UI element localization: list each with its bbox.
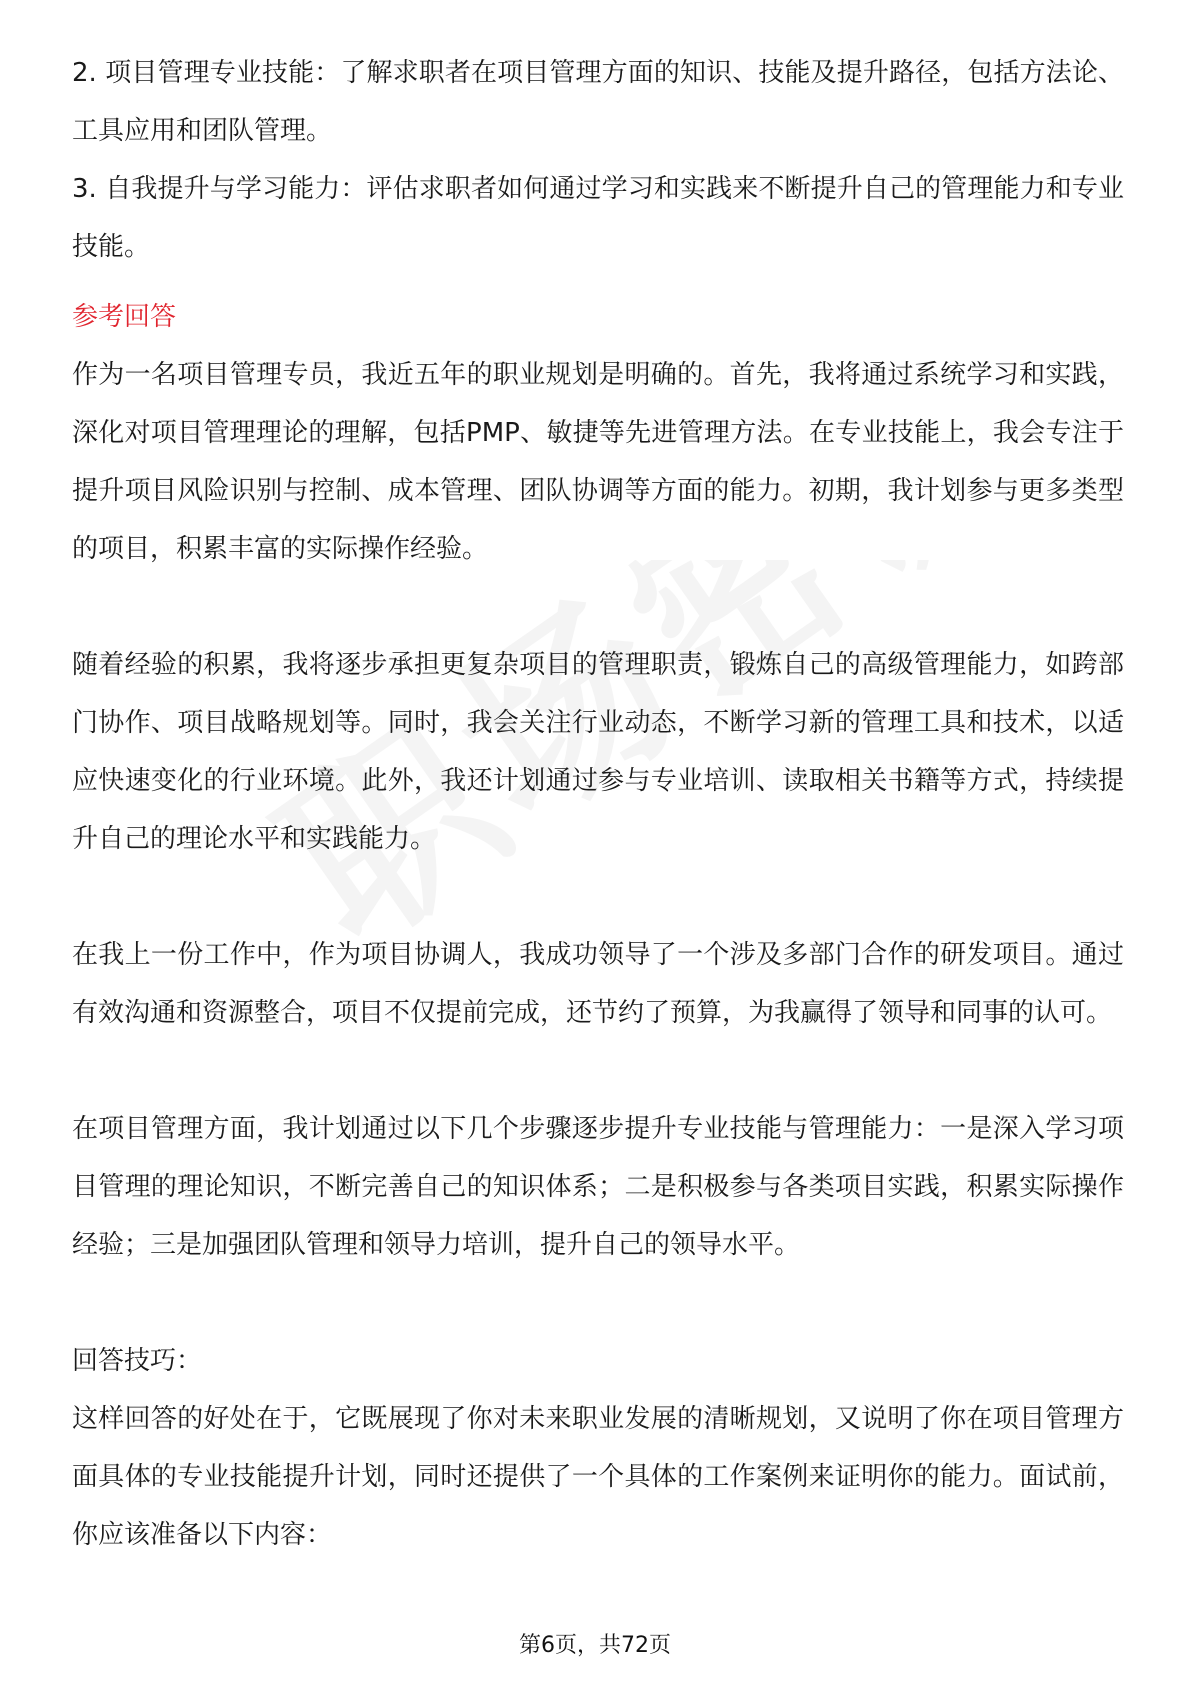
document-body — [72, 44, 1124, 1564]
answer-paragraph-1: 作为一名项目管理专员，我近五年的职业规划是明确的。首先，我将通过系统学习和实践，深化对项目管理理论的理解，包括PMP、敏捷等先进管理方法。在专业技能上，我会专注于提升项目风险识别与控制、成本管理、团队协调等方面的能力。初期，我计划参与更多类型的项目，积累丰富的实际操作经验。 — [72, 360, 1124, 564]
paragraph-spacer — [72, 868, 1124, 926]
list-item-3: 3. 自我提升与学习能力：评估求职者如何通过学习和实践来不断提升自己的管理能力和专业技能。 — [72, 174, 1124, 262]
answer-paragraph-3: 在我上一份工作中，作为项目协调人，我成功领导了一个涉及多部门合作的研发项目。通过有效沟通和资源整合，项目不仅提前完成，还节约了预算，为我赢得了领导和同事的认可。 — [72, 940, 1124, 1028]
section-heading-reference-answer: 参考回答 — [72, 302, 177, 332]
answer-paragraph-2: 随着经验的积累，我将逐步承担更复杂项目的管理职责，锻炼自己的高级管理能力，如跨部门协作、项目战略规划等。同时，我会关注行业动态，不断学习新的管理工具和技术，以适应快速变化的行业环境。此外，我还计划通过参与专业培训、读取相关书籍等方式，持续提升自己的理论水平和实践能力。 — [72, 650, 1124, 854]
page-number-footer: 第6页，共72页 — [519, 1633, 671, 1658]
paragraph-spacer — [72, 578, 1124, 636]
answer-paragraph-4: 在项目管理方面，我计划通过以下几个步骤逐步提升专业技能与管理能力：一是深入学习项目管理的理论知识，不断完善自己的知识体系；二是积极参与各类项目实践，积累实际操作经验；三是加强团队管理和领导力培训，提升自己的领导水平。 — [72, 1114, 1124, 1260]
paragraph-spacer — [72, 1042, 1124, 1100]
tips-label: 回答技巧： — [72, 1346, 203, 1376]
paragraph-spacer — [72, 1274, 1124, 1332]
list-item-2: 2. 项目管理专业技能：了解求职者在项目管理方面的知识、技能及提升路径，包括方法论、工具应用和团队管理。 — [72, 58, 1124, 146]
tips-paragraph: 这样回答的好处在于，它既展现了你对未来职业发展的清晰规划，又说明了你在项目管理方面具体的专业技能提升计划，同时还提供了一个具体的工作案例来证明你的能力。面试前，你应该准备以下内容： — [72, 1404, 1124, 1550]
